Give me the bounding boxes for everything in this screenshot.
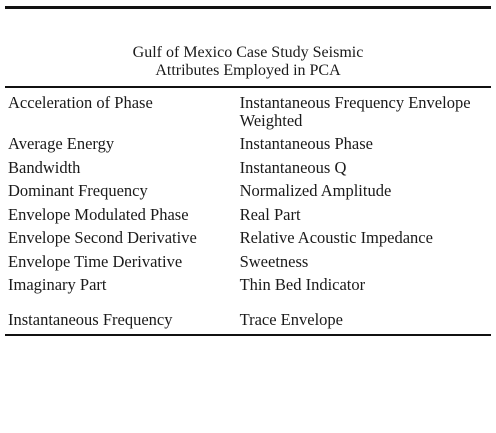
top-rule bbox=[5, 6, 491, 9]
table-cell: Imaginary Part bbox=[8, 275, 107, 294]
attributes-table-block bbox=[5, 6, 491, 336]
table-cell: Dominant Frequency bbox=[8, 181, 148, 200]
table-cell: Envelope Time Derivative bbox=[8, 251, 183, 271]
table-row bbox=[5, 179, 491, 203]
table-cell: Trace Envelope bbox=[239, 309, 343, 329]
table-row bbox=[5, 88, 491, 132]
table-row bbox=[5, 297, 491, 335]
table-cell: Thin Bed Indicator bbox=[239, 275, 366, 294]
table-cell: Bandwidth bbox=[8, 157, 81, 177]
table-row bbox=[5, 226, 491, 250]
caption-line-1: Gulf of Mexico Case Study Seismic bbox=[132, 44, 364, 61]
table-cell: Instantaneous Frequency Envelope Weighted bbox=[239, 93, 471, 130]
table-cell: Envelope Second Derivative bbox=[8, 228, 197, 247]
table-cell: Normalized Amplitude bbox=[239, 181, 392, 200]
table-row bbox=[5, 203, 491, 227]
table-cell: Instantaneous Frequency bbox=[8, 309, 173, 329]
table-cell: Sweetness bbox=[239, 251, 309, 271]
table-row bbox=[5, 250, 491, 274]
caption-line-2: Attributes Employed in PCA bbox=[155, 62, 341, 79]
table-row bbox=[5, 156, 491, 180]
table-cell: Instantaneous Phase bbox=[239, 134, 373, 153]
table-caption bbox=[5, 44, 491, 80]
table-cell: Envelope Modulated Phase bbox=[8, 204, 189, 224]
table-cell: Acceleration of Phase bbox=[8, 93, 153, 112]
table-cell: Instantaneous Q bbox=[239, 157, 347, 177]
bottom-rule bbox=[5, 334, 491, 336]
table-cell: Average Energy bbox=[8, 134, 115, 153]
attributes-table bbox=[5, 88, 491, 334]
table-row bbox=[5, 273, 491, 297]
table-row bbox=[5, 132, 491, 156]
table-cell: Relative Acoustic Impedance bbox=[239, 228, 433, 247]
table-cell: Real Part bbox=[239, 204, 301, 224]
